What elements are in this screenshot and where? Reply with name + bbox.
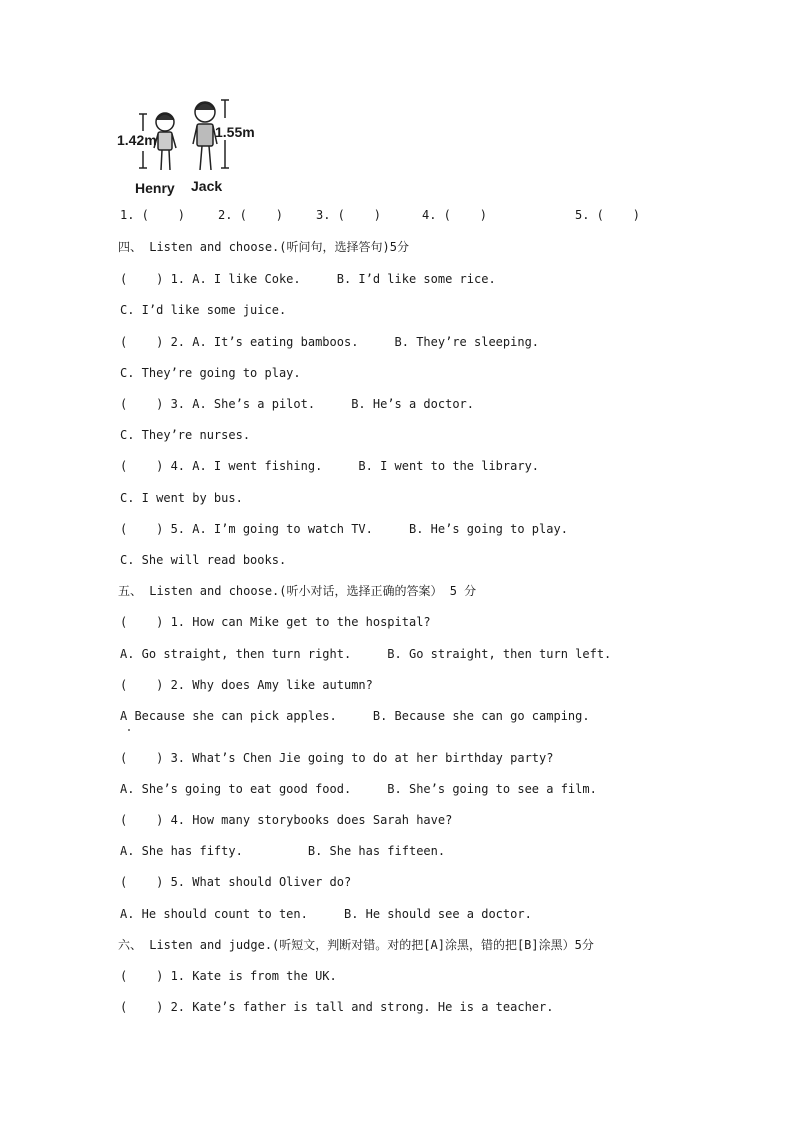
section-4-heading: 四、 Listen and choose.(听问句，选择答句)5分 — [118, 240, 409, 254]
question-line: ( ) 4. How many storybooks does Sarah have? — [120, 813, 453, 827]
section-5-heading: 五、 Listen and choose.(听小对话，选择正确的答案） 5 分 — [118, 584, 477, 598]
henry-name-label: Henry — [135, 180, 175, 196]
option-line: C. I’d like some juice. — [120, 303, 287, 317]
option-line: C. She will read books. — [120, 553, 287, 567]
question-line: ( ) 1. Kate is from the UK. — [120, 969, 337, 983]
option-line: A. He should count to ten. B. He should see a doctor. — [120, 907, 532, 921]
question-line: ( ) 3. What’s Chen Jie going to do at her birthday party? — [120, 751, 554, 765]
option-line: A. She has fifty. B. She has fifteen. — [120, 844, 446, 858]
question-line: ( ) 1. How can Mike get to the hospital? — [120, 615, 431, 629]
henry-height-label: 1.42m — [117, 132, 157, 148]
jack-figure — [193, 102, 217, 170]
option-line: C. They’re going to play. — [120, 366, 301, 380]
answer-blank-4[interactable]: 4. ( ) — [422, 208, 488, 222]
height-comparison-figure — [115, 96, 260, 200]
answer-blank-1[interactable]: 1. ( ) — [120, 208, 186, 222]
question-line: ( ) 5. A. I’m going to watch TV. B. He’s going to play. — [120, 522, 568, 536]
question-line: ( ) 1. A. I like Coke. B. I’d like some rice. — [120, 272, 496, 286]
question-line: ( ) 5. What should Oliver do? — [120, 875, 352, 889]
answer-blank-5[interactable]: 5. ( ) — [575, 208, 641, 222]
question-line: ( ) 4. A. I went fishing. B. I went to the library. — [120, 459, 540, 473]
option-line: A. Go straight, then turn right. B. Go straight, then turn left. — [120, 647, 612, 661]
henry-figure — [154, 113, 176, 170]
section-6-heading: 六、 Listen and judge.(听短文，判断对错。对的把[A]涂黑，错的把[B]涂黑）5分 — [118, 938, 594, 952]
jack-name-label: Jack — [191, 178, 223, 194]
question-line: ( ) 2. Kate’s father is tall and strong. He is a teacher. — [120, 1000, 554, 1014]
jack-height-label: 1.55m — [215, 124, 255, 140]
question-line: ( ) 2. A. It’s eating bamboos. B. They’re sleeping. — [120, 335, 540, 349]
option-line: A. She’s going to eat good food. B. She’s going to see a film. — [120, 782, 597, 796]
option-line: A Because she can pick apples. B. Because she can go camping. — [120, 709, 590, 723]
answer-blank-3[interactable]: 3. ( ) — [316, 208, 382, 222]
answer-blank-2[interactable]: 2. ( ) — [218, 208, 284, 222]
option-line: C. They’re nurses. — [120, 428, 251, 442]
question-line: ( ) 2. Why does Amy like autumn? — [120, 678, 373, 692]
stray-mark — [128, 729, 130, 731]
question-line: ( ) 3. A. She’s a pilot. B. He’s a doctor. — [120, 397, 475, 411]
option-line: C. I went by bus. — [120, 491, 243, 505]
answer-blanks-row — [120, 208, 660, 224]
